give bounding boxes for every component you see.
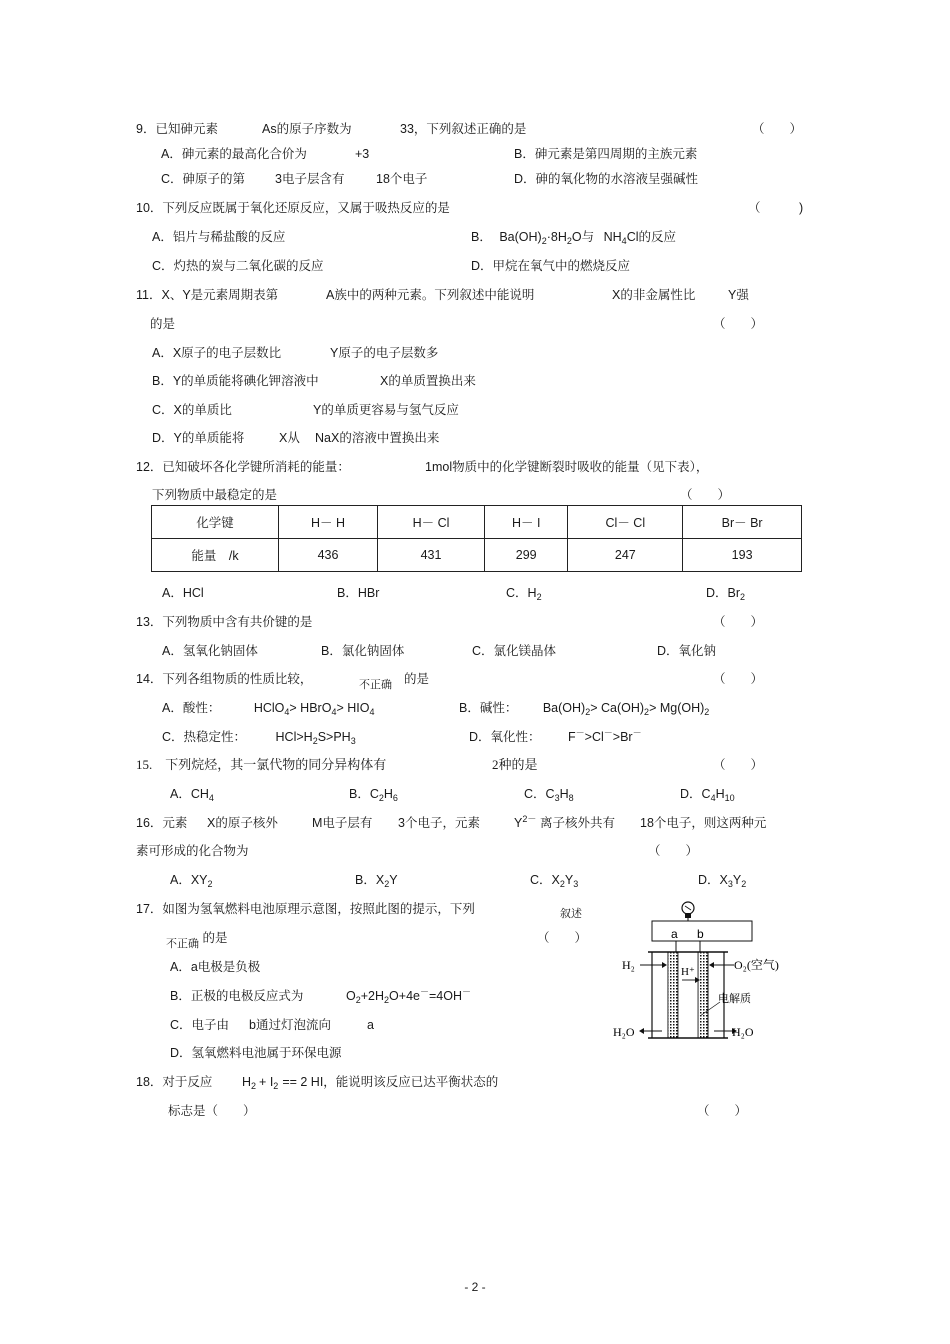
electrolyte-label: 电解质 <box>718 993 751 1005</box>
q16-stem-5: $Y^{2-}$ <box>514 814 537 830</box>
q18-stem-formula: $H_2 + I_2 == 2$ HI，能说明该反应已达平衡状态的 <box>242 1075 499 1091</box>
q15-answer-paren: （ ） <box>713 758 764 772</box>
q17-stem: 17．如图为氢氧燃料电池原理示意图，按照此图的提示，下列 <box>136 902 475 916</box>
q18-stem-2: 标志是（ ） <box>168 1104 256 1118</box>
electrode-a-label: a <box>671 927 678 941</box>
light-bulb-icon <box>682 902 694 918</box>
q9-stem-3: 33，下列叙述正确的是 <box>400 122 527 136</box>
electrolyte-layer <box>678 952 698 1038</box>
q14-stem-3: 的是 <box>404 672 430 686</box>
q14-answer-paren: （ ） <box>713 672 764 686</box>
q17-stem-2: 叙述 <box>560 908 582 920</box>
q10-paren-right: ) <box>799 201 804 215</box>
q14-option-c: C．热稳定性： $HCl>H_2S>PH_3$ <box>162 730 356 746</box>
q9-stem: 9．已知砷元素 <box>136 122 218 136</box>
q17-stem-emphasis: 不正确 的是 <box>166 931 228 950</box>
table-row <box>152 506 802 539</box>
q11-option-a: A．X原子的电子层数比 <box>152 346 282 360</box>
q17-option-a: A．a电极是负极 <box>170 960 261 974</box>
q13-option-d: D．氧化钠 <box>657 644 717 658</box>
q11-stem-4: Y强 <box>728 288 749 302</box>
q18-stem: 18．对于反应 <box>136 1075 213 1089</box>
o2-label: O₂(空气) <box>734 958 779 972</box>
q11-option-c-2: Y的单质更容易与氢气反应 <box>313 403 459 417</box>
q11-option-d: D．Y的单质能将 <box>152 431 245 445</box>
q13-option-b: B．氯化钠固体 <box>321 644 405 658</box>
q12-option-c: C．$H_2$ <box>506 586 542 602</box>
q10-paren-left: （ <box>748 201 761 215</box>
q17-option-b-formula: $O_2+2H_2O+4e^-=4OH^-$ <box>346 987 472 1005</box>
q12-option-d: D．$Br_2$ <box>706 586 746 602</box>
q15-option-c: C．$C_3H_8$ <box>524 787 574 803</box>
q9-option-c-2: 3电子层含有 <box>275 172 345 186</box>
q18-answer-paren: （ ） <box>697 1104 748 1118</box>
q17-option-c-2: b通过灯泡流向 <box>249 1018 331 1032</box>
q16-answer-paren: （ ） <box>648 844 699 858</box>
q17-answer-paren: （ ） <box>537 931 588 945</box>
table-cell: 193 <box>683 539 802 572</box>
q13-answer-paren: （ ） <box>713 615 764 629</box>
q16-stem-2: X的原子核外 <box>207 816 278 830</box>
table-header-cell: 能量 /k <box>152 539 279 572</box>
table-cell: 436 <box>279 539 378 572</box>
q14-stem: 14．下列各组物质的性质比较， <box>136 672 313 686</box>
h2o-right-label: H₂O <box>732 1025 754 1039</box>
q15-option-b: B．$C_2H_6$ <box>349 787 398 803</box>
table-header-cell: 化学键 <box>152 506 279 539</box>
q17-option-c: C．电子由 <box>170 1018 230 1032</box>
q11-answer-paren: （ ） <box>713 317 764 331</box>
table-cell: H－ I <box>485 506 568 539</box>
q9-option-a: A．砷元素的最高化合价为 <box>161 147 307 161</box>
q11-stem-2: A族中的两种元素。下列叙述中能说明 <box>326 288 535 302</box>
table-cell: Br－ Br <box>683 506 802 539</box>
electrode-b-label: b <box>697 927 704 941</box>
q16-stem: 16．元素 <box>136 816 188 830</box>
q12-stem-2: 1mol物质中的化学键断裂时吸收的能量（见下表）， <box>425 460 709 474</box>
q12-stem-3: 下列物质中最稳定的是 <box>152 488 278 502</box>
fuel-cell-svg <box>613 898 812 1048</box>
q16-stem-7: 18个电子，则这两种元 <box>640 816 767 830</box>
q16-stem-3: M电子层有 <box>312 816 373 830</box>
q16-stem-4: 3个电子，元素 <box>398 816 480 830</box>
q11-option-b: B．Y的单质能将碘化钾溶液中 <box>152 374 319 388</box>
hplus-label: H⁺ <box>681 966 695 978</box>
q17-option-c-3: a <box>367 1018 374 1032</box>
q10-option-c: C．灼热的炭与二氧化碳的反应 <box>152 259 324 273</box>
fuel-cell-diagram <box>613 898 812 1048</box>
q17-option-b: B．正极的电极反应式为 <box>170 989 304 1003</box>
q16-option-b: B．$X_2Y$ <box>355 873 398 889</box>
q16-stem-6: 离子核外共有 <box>540 816 616 830</box>
q13-option-c: C．氯化镁晶体 <box>472 644 557 658</box>
q9-option-a-value: +3 <box>355 147 370 161</box>
q12-stem: 12．已知破坏各化学键所消耗的能量： <box>136 460 350 474</box>
table-cell: Cl－ Cl <box>568 506 683 539</box>
q9-stem-2: As的原子序数为 <box>262 122 352 136</box>
q16-option-a: A．$XY_2$ <box>170 873 213 889</box>
q15-option-d: D．$C_4H_{10}$ <box>680 787 735 803</box>
h2-label: H₂ <box>622 958 635 972</box>
q11-stem: 11．X、Y是元素周期表第 <box>136 288 279 302</box>
q11-option-b-2: X的单质置换出来 <box>380 374 476 388</box>
q15-stem: 15. 下列烷烃，其一氯代物的同分异构体有 <box>136 757 387 772</box>
table-row <box>152 539 802 572</box>
q14-option-d: D．氧化性： F－>Cl－>Br－ <box>469 728 642 744</box>
q9-option-c-3: 18个电子 <box>376 172 428 186</box>
q15-option-a: A．$CH_4$ <box>170 787 214 803</box>
q14-stem-emphasis: 不正确 <box>359 679 392 691</box>
h2o-left-label: H₂O <box>613 1025 635 1039</box>
q12-option-b: B．HBr <box>337 586 380 600</box>
q15-stem-2: 2种的是 <box>492 757 538 772</box>
q12-answer-paren: （ ） <box>680 488 731 502</box>
electrode-b <box>698 952 708 1038</box>
table-cell: H－ H <box>279 506 378 539</box>
q16-option-c: C．$X_2Y_3$ <box>530 873 579 889</box>
q16-stem-8: 素可形成的化合物为 <box>136 844 249 858</box>
table-cell: H－ Cl <box>378 506 485 539</box>
electrode-a <box>668 952 678 1038</box>
q17-option-d: D．氢氧燃料电池属于环保电源 <box>170 1046 342 1060</box>
q9-answer-paren: （ ） <box>752 122 803 136</box>
q10-option-a: A．铝片与稀盐酸的反应 <box>152 230 286 244</box>
q16-option-d: D．$X_3Y_2$ <box>698 873 747 889</box>
q13-stem: 13．下列物质中含有共价键的是 <box>136 615 313 629</box>
bond-energy-table <box>151 505 802 572</box>
q10-option-b: B． $Ba(OH)_2\cdot 8H_2O$与 $NH_4Cl$的反应 <box>471 230 676 246</box>
q11-option-a-2: Y原子的电子层数多 <box>330 346 439 360</box>
q11-stem-3: X的非金属性比 <box>612 288 696 302</box>
q12-option-a: A．HCl <box>162 586 204 600</box>
q14-option-b: B．碱性： $Ba(OH)_2> Ca(OH)_2> Mg(OH)_2$ <box>459 701 710 717</box>
q13-option-a: A．氢氧化钠固体 <box>162 644 258 658</box>
q11-option-d-2: X从 <box>279 431 300 445</box>
table-cell: 299 <box>485 539 568 572</box>
q10-stem: 10．下列反应既属于氧化还原反应，又属于吸热反应的是 <box>136 201 450 215</box>
q14-option-a: A．酸性： HClO$_4$> HBrO$_4$> $HIO_4$ <box>162 701 375 717</box>
q11-option-d-3: NaX的溶液中置换出来 <box>315 431 440 445</box>
table-cell: 247 <box>568 539 683 572</box>
q9-option-d: D．砷的氧化物的水溶液呈强碱性 <box>514 172 699 186</box>
q9-option-c: C．砷原子的第 <box>161 172 246 186</box>
q9-option-b: B．砷元素是第四周期的主族元素 <box>514 147 698 161</box>
q10-option-d: D．甲烷在氧气中的燃烧反应 <box>471 259 631 273</box>
q11-option-c: C．X的单质比 <box>152 403 232 417</box>
page-number: - 2 - <box>464 1280 486 1294</box>
table-cell: 431 <box>378 539 485 572</box>
q11-stem-5: 的是 <box>150 317 176 331</box>
